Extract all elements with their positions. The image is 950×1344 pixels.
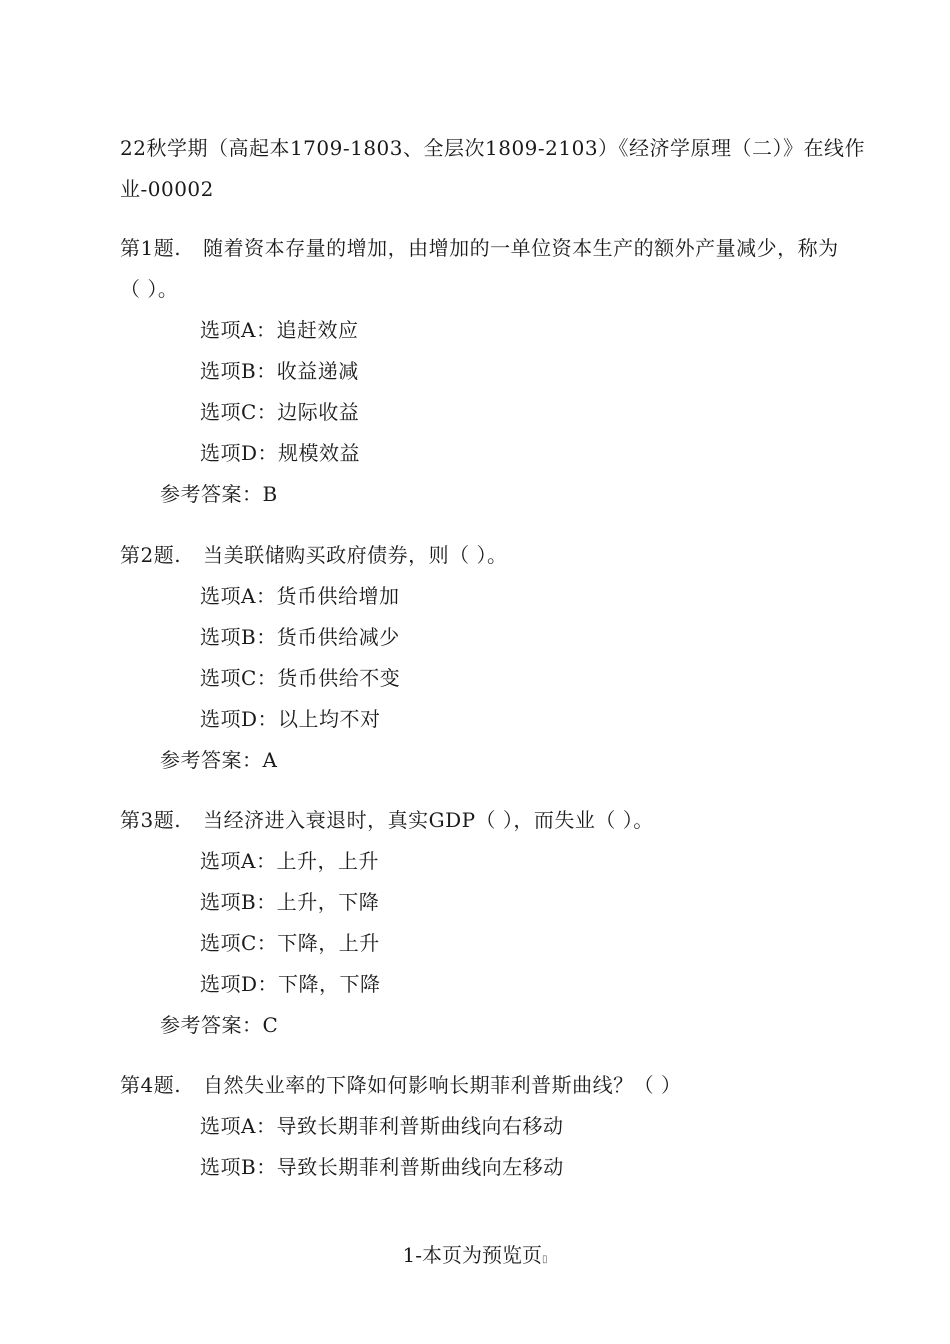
option-d: 选项D：下降，下降 bbox=[200, 972, 381, 996]
question-text bbox=[120, 228, 840, 310]
option-b: 选项B：导致长期菲利普斯曲线向左移动 bbox=[200, 1155, 564, 1179]
reference-answer: 参考答案：A bbox=[160, 748, 278, 772]
question-text bbox=[120, 535, 840, 576]
question-text bbox=[120, 1065, 840, 1106]
question-number: 第1题. bbox=[120, 236, 182, 260]
reference-answer: 参考答案：B bbox=[160, 482, 278, 506]
question-stem: 随着资本存量的增加，由增加的一单位资本生产的额外产量减少，称为（ ）。 bbox=[120, 236, 839, 301]
question-1 bbox=[120, 228, 840, 515]
option-a: 选项A：导致长期菲利普斯曲线向右移动 bbox=[200, 1114, 564, 1138]
question-stem: 当经济进入衰退时，真实GDP（ ），而失业（ ）。 bbox=[203, 808, 654, 832]
footer-page-label: 1-本页为预览页 bbox=[402, 1243, 542, 1267]
option-b: 选项B：收益递减 bbox=[200, 359, 359, 383]
question-3 bbox=[120, 800, 840, 1046]
option-a: 选项A：追赶效应 bbox=[200, 318, 359, 342]
question-stem: 自然失业率的下降如何影响长期菲利普斯曲线？（ ） bbox=[203, 1073, 682, 1097]
question-number: 第3题. bbox=[120, 808, 182, 832]
option-c: 选项C：下降，上升 bbox=[200, 931, 380, 955]
question-stem: 当美联储购买政府债券，则（ ）。 bbox=[203, 543, 508, 567]
question-number: 第2题. bbox=[120, 543, 182, 567]
reference-answer: 参考答案：C bbox=[160, 1013, 279, 1037]
option-a: 选项A：上升，上升 bbox=[200, 849, 379, 873]
option-d: 选项D：以上均不对 bbox=[200, 707, 381, 731]
option-b: 选项B：上升，下降 bbox=[200, 890, 380, 914]
document-title: 22秋学期（高起本1709-1803、全层次1809-2103）《经济学原理（二）》在线作业-00002 bbox=[120, 136, 866, 201]
option-d: 选项D：规模效益 bbox=[200, 441, 361, 465]
question-number: 第4题. bbox=[120, 1073, 182, 1097]
page-footer bbox=[0, 1240, 950, 1275]
question-2 bbox=[120, 535, 840, 781]
question-text bbox=[120, 800, 840, 841]
option-c: 选项C：边际收益 bbox=[200, 400, 360, 424]
question-4 bbox=[120, 1065, 840, 1188]
footer-mark: ▯ bbox=[541, 1254, 548, 1265]
option-c: 选项C：货币供给不变 bbox=[200, 666, 401, 690]
option-b: 选项B：货币供给减少 bbox=[200, 625, 400, 649]
option-a: 选项A：货币供给增加 bbox=[200, 584, 400, 608]
